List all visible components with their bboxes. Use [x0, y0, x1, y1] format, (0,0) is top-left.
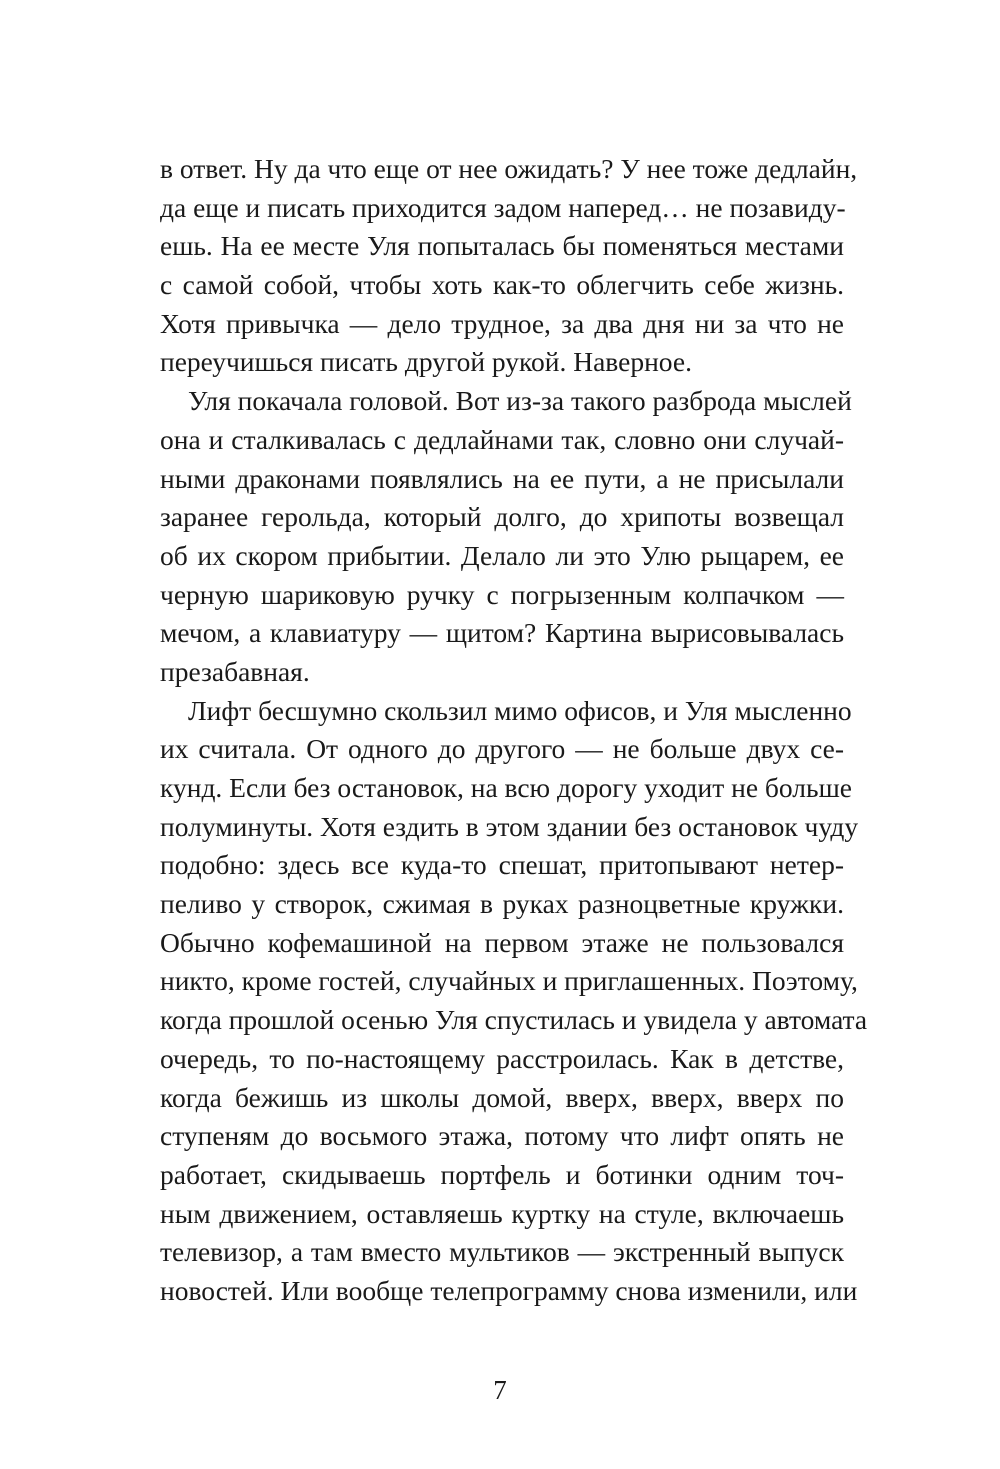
text-line: когда прошлой осенью Уля спустилась и увидела у автомата — [160, 1004, 868, 1036]
text-line: пеливо у створок, сжимая в руках разноцветные кружки. — [160, 888, 844, 920]
text-line: ными драконами появлялись на ее пути, а не присылали — [160, 462, 844, 494]
text-line: работает, скидываешь портфель и ботинки одним точ- — [160, 1158, 844, 1190]
text-line: да еще и писать приходится задом наперед… не позавиду- — [160, 191, 846, 223]
paragraph — [160, 692, 868, 1311]
text-line: Хотя привычка — дело трудное, за два дня ни за что не — [160, 307, 844, 339]
body-text — [160, 150, 868, 1311]
text-line: кунд. Если без остановок, на всю дорогу уходит не больше — [160, 772, 852, 803]
text-line: когда бежишь из школы домой, вверх, вверх, вверх по — [160, 1081, 844, 1113]
text-line: черную шариковую ручку с погрызенным колпачком — — [160, 578, 844, 610]
text-line: заранее герольда, который долго, до хрипоты возвещал — [160, 501, 844, 533]
text-line: ступеням до восьмого этажа, потому что лифт опять не — [160, 1120, 844, 1152]
text-line: мечом, а клавиатуру — щитом? Картина вырисовывалась — [160, 617, 844, 649]
text-line: подобно: здесь все куда-то спешат, притопывают нетер- — [160, 849, 844, 881]
paragraph — [160, 150, 858, 382]
text-line: с самой собой, чтобы хоть как-то облегчить себе жизнь. — [160, 269, 844, 301]
text-line: она и сталкивалась с дедлайнами так, словно они случай- — [160, 423, 844, 455]
text-line: полуминуты. Хотя ездить в этом здании без остановок чуду — [160, 810, 859, 842]
text-line: в ответ. Ну да что еще от нее ожидать? У нее тоже дедлайн, — [160, 153, 858, 184]
text-line: телевизор, а там вместо мультиков — экстренный выпуск — [160, 1236, 844, 1268]
text-line: Лифт бесшумно скользил мимо офисов, и Уля мысленно — [188, 694, 852, 726]
text-line: их считала. От одного до другого — не больше двух се- — [160, 733, 844, 765]
text-line: переучишься писать другой рукой. Наверное. — [160, 346, 692, 378]
text-line: никто, кроме гостей, случайных и приглашенных. Поэтому, — [160, 965, 858, 997]
text-line: об их скором прибытии. Делало ли это Улю рыцарем, ее — [160, 539, 844, 571]
text-line: новостей. Или вообще телепрограмму снова изменили, или — [160, 1274, 858, 1306]
text-line: ным движением, оставляешь куртку на стуле, включаешь — [160, 1197, 844, 1229]
paragraph — [160, 382, 852, 692]
text-line: Уля покачала головой. Вот из-за такого разброда мыслей — [188, 385, 852, 417]
text-line: Обычно кофемашиной на первом этаже не пользовался — [160, 926, 844, 958]
text-line: презабавная. — [160, 655, 310, 687]
text-line: ешь. На ее месте Уля попыталась бы поменяться местами — [160, 230, 844, 262]
page-number: 7 — [493, 1375, 507, 1405]
text-line: очередь, то по-настоящему расстроилась. Как в детстве, — [160, 1042, 844, 1074]
